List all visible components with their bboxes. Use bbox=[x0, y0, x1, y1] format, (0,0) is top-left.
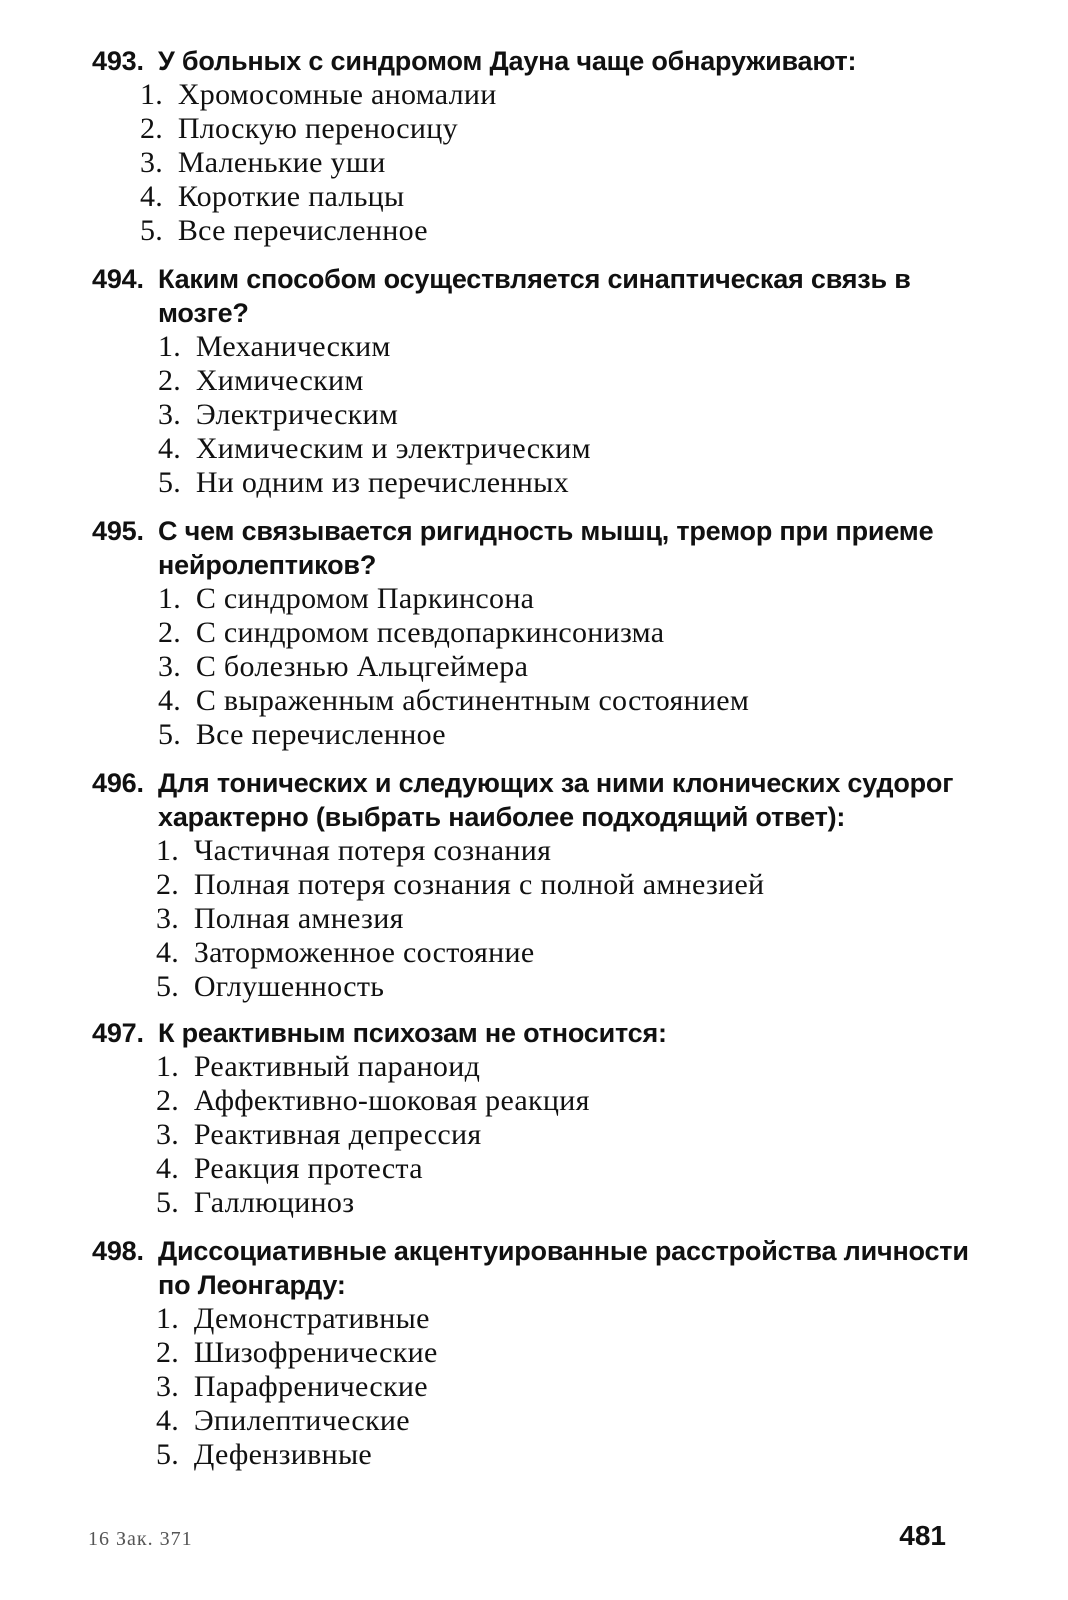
answer-options bbox=[92, 1050, 972, 1220]
option-text: Химическим bbox=[195, 364, 364, 397]
question-495 bbox=[92, 514, 972, 752]
option-number: 2. bbox=[158, 364, 182, 397]
option-text: С синдромом псевдопаркинсонизма bbox=[195, 616, 665, 649]
option-number: 1. bbox=[140, 78, 164, 111]
question-494 bbox=[92, 262, 972, 500]
option-number: 5. bbox=[156, 970, 180, 1003]
option-number: 4. bbox=[140, 180, 164, 213]
print-order-mark: 16 Зак. 371 bbox=[88, 1528, 193, 1550]
option-number: 1. bbox=[158, 330, 182, 363]
answer-option bbox=[156, 1152, 972, 1186]
option-text: Плоскую переносицу bbox=[177, 112, 458, 145]
answer-option bbox=[156, 902, 972, 936]
option-number: 3. bbox=[156, 902, 180, 935]
answer-option bbox=[156, 1118, 972, 1152]
option-text: Галлюциноз bbox=[193, 1186, 355, 1219]
option-number: 3. bbox=[156, 1370, 180, 1403]
option-text: Хромосомные аномалии bbox=[177, 78, 497, 111]
option-text: Полная потеря сознания с полной амнезией bbox=[193, 868, 765, 901]
answer-options bbox=[92, 582, 972, 752]
question-493 bbox=[92, 44, 972, 248]
answer-options bbox=[92, 1302, 972, 1472]
answer-option bbox=[156, 1336, 972, 1370]
answer-option bbox=[156, 834, 972, 868]
option-number: 3. bbox=[156, 1118, 180, 1151]
answer-option bbox=[158, 364, 972, 398]
answer-option bbox=[158, 466, 972, 500]
option-text: Парафренические bbox=[193, 1370, 428, 1403]
option-number: 3. bbox=[158, 398, 182, 431]
question-number: 494. bbox=[92, 264, 144, 294]
answer-option bbox=[156, 1438, 972, 1472]
option-text: Шизофренические bbox=[193, 1336, 438, 1369]
question-text: Каким способом осуществляется синаптическая связь в мозге? bbox=[158, 264, 911, 328]
option-text: Маленькие уши bbox=[177, 146, 386, 179]
answer-option bbox=[140, 78, 972, 112]
option-text: Ни одним из перечисленных bbox=[195, 466, 569, 499]
answer-option bbox=[140, 112, 972, 146]
answer-option bbox=[156, 1302, 972, 1336]
option-number: 1. bbox=[156, 1302, 180, 1335]
option-number: 2. bbox=[158, 616, 182, 649]
option-number: 1. bbox=[156, 1050, 180, 1083]
option-number: 5. bbox=[156, 1438, 180, 1471]
option-number: 4. bbox=[156, 1152, 180, 1185]
option-text: Реактивная депрессия bbox=[193, 1118, 482, 1151]
answer-option bbox=[158, 616, 972, 650]
question-heading bbox=[92, 1016, 972, 1050]
option-text: Электрическим bbox=[195, 398, 399, 431]
answer-options bbox=[92, 330, 972, 500]
answer-option bbox=[156, 1404, 972, 1438]
answer-option bbox=[140, 146, 972, 180]
question-text: Диссоциативные акцентуированные расстройства личности по Леонгарду: bbox=[158, 1236, 969, 1300]
option-text: Аффективно-шоковая реакция bbox=[193, 1084, 590, 1117]
option-text: Реактивный параноид bbox=[193, 1050, 481, 1083]
page-number: 481 bbox=[899, 1520, 946, 1551]
answer-options bbox=[92, 834, 972, 1004]
question-number: 497. bbox=[92, 1018, 144, 1048]
answer-option bbox=[158, 432, 972, 466]
answer-option bbox=[140, 180, 972, 214]
option-text: Полная амнезия bbox=[193, 902, 404, 935]
option-number: 3. bbox=[140, 146, 164, 179]
option-text: С болезнью Альцгеймера bbox=[195, 650, 529, 683]
option-number: 5. bbox=[140, 214, 164, 247]
question-heading bbox=[92, 44, 972, 78]
answer-option bbox=[156, 1370, 972, 1404]
answer-option bbox=[156, 970, 972, 1004]
answer-option bbox=[156, 1186, 972, 1220]
question-text: У больных с синдромом Дауна чаще обнаруживают: bbox=[158, 46, 857, 76]
option-text: Реакция протеста bbox=[193, 1152, 423, 1185]
question-497 bbox=[92, 1016, 972, 1220]
answer-option bbox=[156, 868, 972, 902]
question-number: 495. bbox=[92, 516, 144, 546]
answer-option bbox=[140, 214, 972, 248]
option-number: 4. bbox=[158, 684, 182, 717]
option-number: 2. bbox=[156, 868, 180, 901]
option-number: 5. bbox=[158, 466, 182, 499]
question-heading bbox=[92, 1234, 972, 1302]
question-number: 493. bbox=[92, 46, 144, 76]
question-heading bbox=[92, 766, 972, 834]
option-number: 3. bbox=[158, 650, 182, 683]
option-text: Заторможенное состояние bbox=[193, 936, 535, 969]
option-number: 1. bbox=[158, 582, 182, 615]
option-text: Демонстративные bbox=[193, 1302, 430, 1335]
question-text: С чем связывается ригидность мышц, тремор при приеме нейролептиков? bbox=[158, 516, 934, 580]
answer-option bbox=[158, 330, 972, 364]
question-text: Для тонических и следующих за ними клонических судорог характерно (выбрать наиболее подходящий ответ): bbox=[158, 768, 954, 832]
answer-option bbox=[158, 398, 972, 432]
answer-option bbox=[158, 582, 972, 616]
option-text: С выраженным абстинентным состоянием bbox=[195, 684, 750, 717]
option-text: Все перечисленное bbox=[177, 214, 428, 247]
option-text: Короткие пальцы bbox=[177, 180, 405, 213]
option-number: 2. bbox=[156, 1336, 180, 1369]
option-number: 2. bbox=[156, 1084, 180, 1117]
option-text: Частичная потеря сознания bbox=[193, 834, 552, 867]
option-text: С синдромом Паркинсона bbox=[195, 582, 535, 615]
answer-option bbox=[158, 718, 972, 752]
question-text: К реактивным психозам не относится: bbox=[158, 1018, 667, 1048]
answer-options bbox=[92, 78, 972, 248]
option-number: 5. bbox=[156, 1186, 180, 1219]
answer-option bbox=[156, 936, 972, 970]
option-text: Механическим bbox=[195, 330, 391, 363]
option-text: Дефензивные bbox=[193, 1438, 373, 1471]
option-number: 1. bbox=[156, 834, 180, 867]
answer-option bbox=[156, 1084, 972, 1118]
option-number: 5. bbox=[158, 718, 182, 751]
answer-option bbox=[158, 650, 972, 684]
option-number: 2. bbox=[140, 112, 164, 145]
question-heading bbox=[92, 262, 972, 330]
question-heading bbox=[92, 514, 972, 582]
answer-option bbox=[158, 684, 972, 718]
answer-option bbox=[156, 1050, 972, 1084]
option-number: 4. bbox=[156, 936, 180, 969]
option-number: 4. bbox=[158, 432, 182, 465]
option-text: Химическим и электрическим bbox=[195, 432, 591, 465]
question-number: 498. bbox=[92, 1236, 144, 1266]
option-text: Оглушенность bbox=[193, 970, 385, 1003]
option-text: Эпилептические bbox=[193, 1404, 410, 1437]
question-498 bbox=[92, 1234, 972, 1472]
option-number: 4. bbox=[156, 1404, 180, 1437]
question-496 bbox=[92, 766, 972, 1004]
question-number: 496. bbox=[92, 768, 144, 798]
option-text: Все перечисленное bbox=[195, 718, 446, 751]
